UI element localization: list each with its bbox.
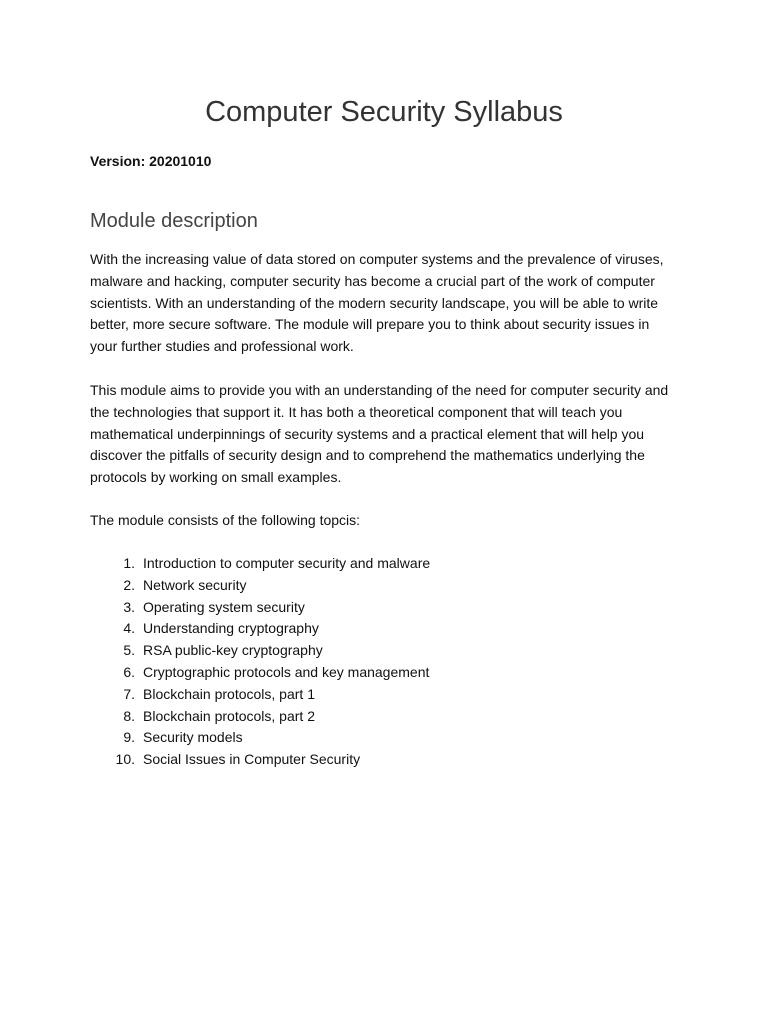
description-paragraph-1: With the increasing value of data stored on computer systems and the prevalence of viruses, malware and hacking, computer security has become a crucial part of the work of computer scientists. With an understanding of the modern security landscape, you will be able to write better, more secure software. The module will prepare you to think about security issues in your further studies and professional work. [90, 251, 664, 355]
list-item-text: Cryptographic protocols and key management [143, 663, 430, 680]
list-item [90, 575, 650, 597]
list-item-text: Operating system security [143, 598, 305, 615]
list-item-number: 9. [123, 729, 135, 746]
list-item-text: Network security [143, 576, 247, 593]
version-label: Version: 20201010 [90, 153, 212, 169]
list-item-number: 8. [123, 707, 135, 724]
list-item [90, 706, 650, 728]
list-item-number: 7. [123, 685, 135, 702]
page-title: Computer Security Syllabus [205, 96, 563, 128]
list-item-number: 1. [123, 555, 135, 571]
list-item-text: Introduction to computer security and malware [143, 555, 431, 571]
list-item-text: Social Issues in Computer Security [143, 751, 361, 768]
topics-list [90, 553, 650, 771]
list-item-number: 4. [123, 620, 135, 637]
list-item-text: Blockchain protocols, part 2 [143, 707, 315, 724]
topics-intro: The module consists of the following topcis: [90, 512, 361, 528]
list-item-number: 3. [123, 598, 135, 615]
list-item-number: 2. [123, 576, 135, 593]
list-item [90, 618, 650, 640]
list-item-number: 5. [123, 642, 135, 659]
list-item-number: 6. [123, 663, 135, 680]
list-item [90, 749, 650, 771]
list-item-text: Security models [143, 729, 243, 746]
list-item [90, 640, 650, 662]
list-item-text: Blockchain protocols, part 1 [143, 685, 315, 702]
list-item-number: 10. [115, 751, 135, 768]
list-item-text: Understanding cryptography [143, 620, 319, 637]
list-item [90, 662, 650, 684]
list-item [90, 553, 650, 575]
section-heading: Module description [90, 210, 258, 232]
list-item [90, 727, 650, 749]
list-item-text: RSA public-key cryptography [143, 642, 323, 659]
list-item [90, 597, 650, 619]
list-item [90, 684, 650, 706]
description-paragraph-2: This module aims to provide you with an understanding of the need for computer security and the technologies that support it. It has both a theoretical component that will teach you mathematical underpinnings of security systems and a practical element that will help you discover the pitfalls of security design and to comprehend the mathematics underlying the protocols by working on small examples. [90, 382, 669, 486]
